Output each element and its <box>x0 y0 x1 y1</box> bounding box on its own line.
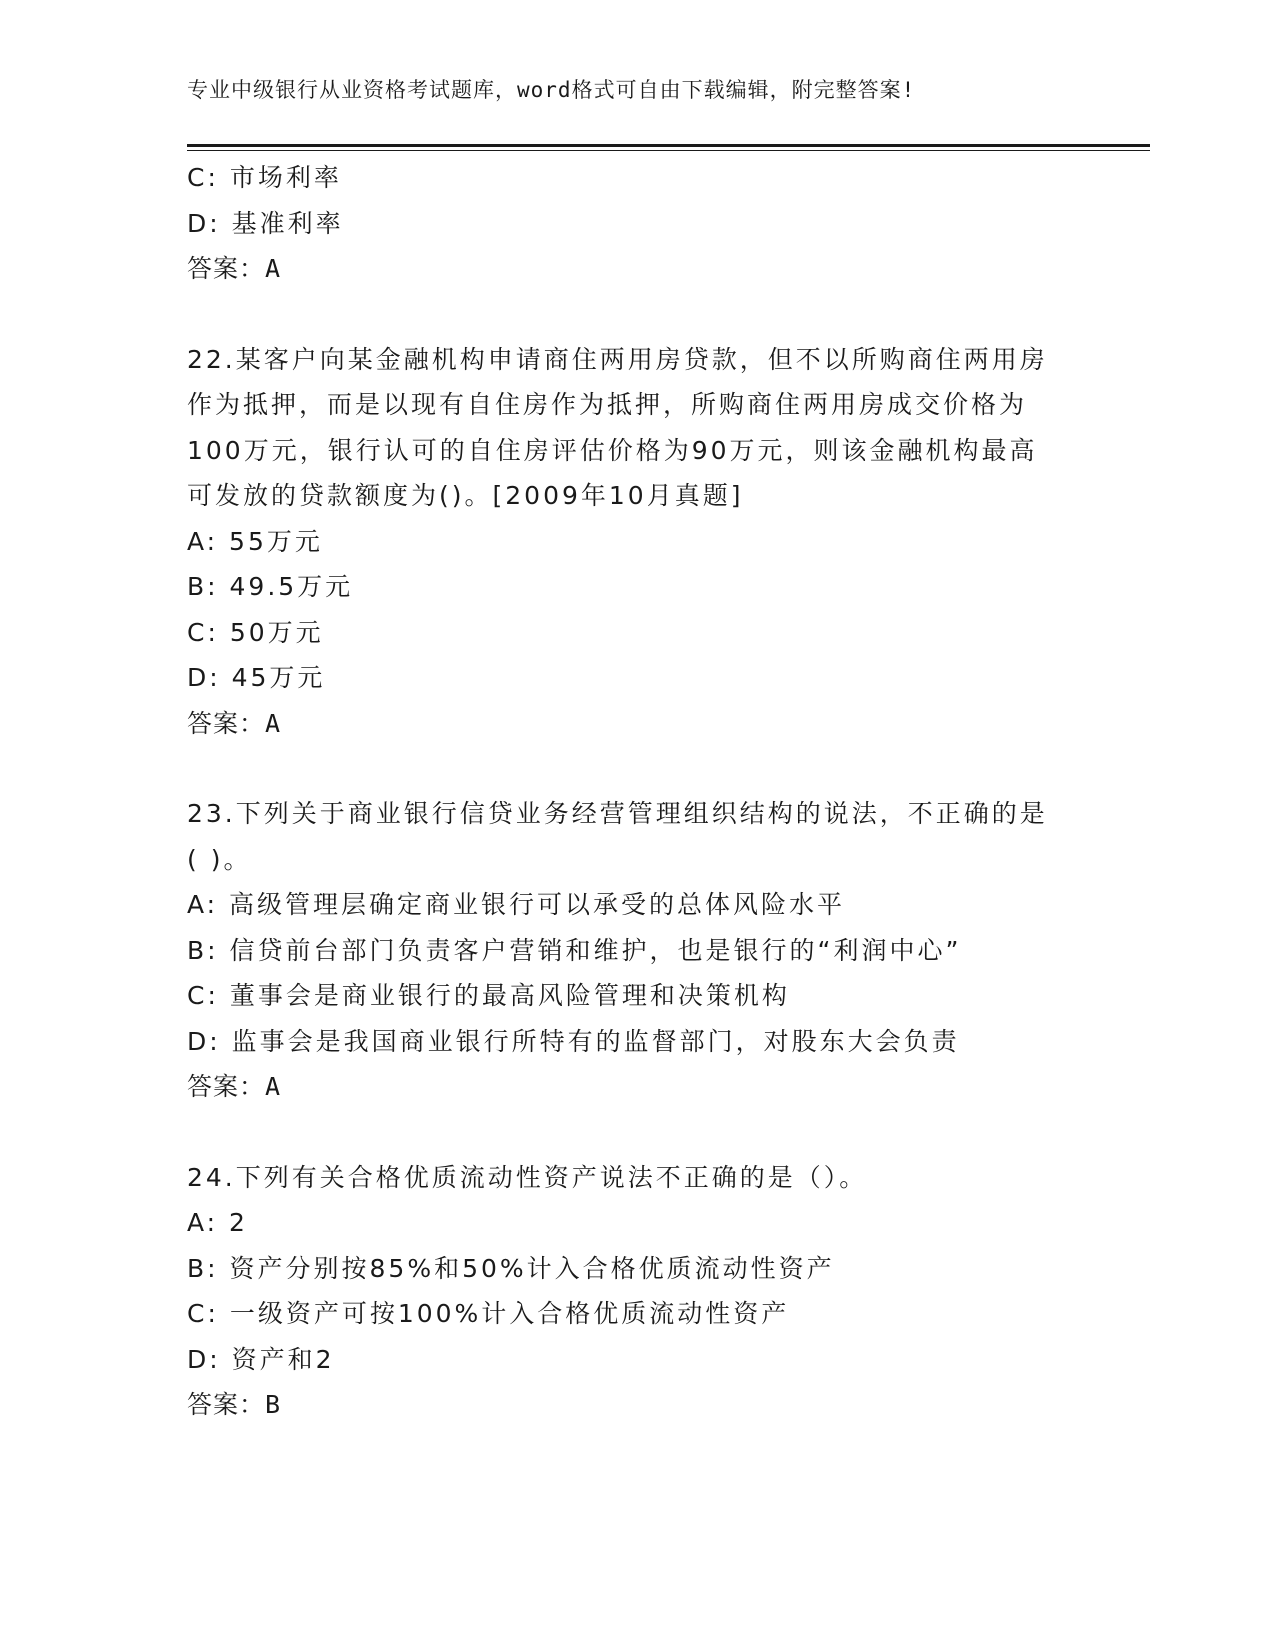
option-b: B: 信贷前台部门负责客户营销和维护，也是银行的“利润中心” <box>187 935 962 965</box>
question-line: 23.下列关于商业银行信贷业务经营管理组织结构的说法，不正确的是 <box>187 799 1048 828</box>
spacer <box>187 1110 1087 1155</box>
option-a: A: 55万元 <box>187 526 323 556</box>
question-text <box>187 1155 1087 1201</box>
header-rule-thick <box>187 144 1150 147</box>
question-24 <box>187 1155 1087 1428</box>
page-header: 专业中级银行从业资格考试题库，word格式可自由下载编辑，附完整答案! <box>187 78 916 102</box>
option-d: D: 45万元 <box>187 663 326 692</box>
question-23 <box>187 791 1087 1110</box>
header-rule-thin <box>187 150 1150 151</box>
answer-line: 答案：A <box>187 708 282 738</box>
question-22 <box>187 337 1087 747</box>
option-c: C: 50万元 <box>187 617 324 647</box>
question-line: 22.某客户向某金融机构申请商住两用房贷款，但不以所购商住两用房 <box>187 344 1048 374</box>
option-d: D: 资产和2 <box>187 1344 335 1374</box>
question-line: 作为抵押，而是以现有自住房作为抵押，所购商住两用房成交价格为 <box>187 390 1028 419</box>
option-a: A: 2 <box>187 1208 248 1237</box>
question-content <box>187 155 1087 1428</box>
option-d: D: 监事会是我国商业银行所特有的监督部门，对股东大会负责 <box>187 1026 960 1056</box>
option-d: D: 基准利率 <box>187 208 344 238</box>
option-c: C: 董事会是商业银行的最高风险管理和决策机构 <box>187 981 790 1010</box>
question-text <box>187 337 1087 519</box>
option-b: B: 资产分别按85%和50%计入合格优质流动性资产 <box>187 1253 835 1283</box>
prev-question-block <box>187 155 1087 292</box>
answer-line: 答案：B <box>187 1390 282 1419</box>
spacer <box>187 292 1087 337</box>
answer-line: 答案：A <box>187 1072 282 1101</box>
option-a: A: 高级管理层确定商业银行可以承受的总体风险水平 <box>187 890 846 919</box>
question-line: ( )。 <box>187 844 252 874</box>
question-line: 24.下列有关合格优质流动性资产说法不正确的是（）。 <box>187 1162 868 1192</box>
answer-line: 答案：A <box>187 254 282 283</box>
spacer <box>187 746 1087 791</box>
option-c: C: 一级资产可按100%计入合格优质流动性资产 <box>187 1299 790 1328</box>
option-b: B: 49.5万元 <box>187 572 354 601</box>
option-c: C: 市场利率 <box>187 163 342 192</box>
question-text <box>187 791 1087 882</box>
question-line: 100万元，银行认可的自住房评估价格为90万元，则该金融机构最高 <box>187 435 1038 465</box>
question-line: 可发放的贷款额度为()。[2009年10月真题] <box>187 481 744 510</box>
